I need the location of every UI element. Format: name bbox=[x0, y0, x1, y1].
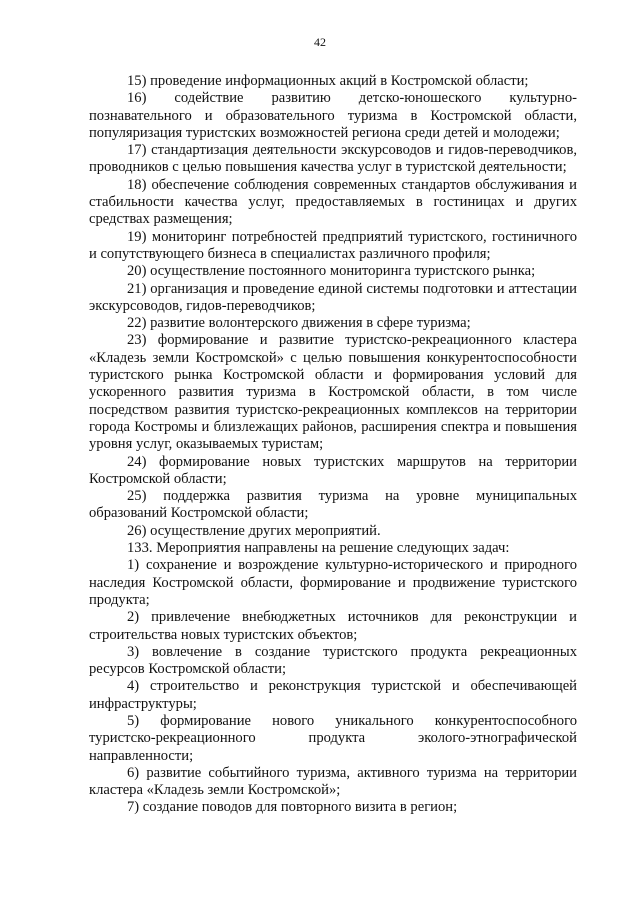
paragraph: 20) осуществление постоянного мониторинга туристского рынка; bbox=[127, 263, 536, 280]
paragraph: 1) сохранение и возрождение культурно-исторического и природного наследия Костромской области, формирование и продвижение туристского продукта; bbox=[89, 557, 577, 608]
paragraph: 133. Мероприятия направлены на решение следующих задач: bbox=[127, 540, 510, 557]
paragraph: 5) формирование нового уникального конкурентоспособного туристско-рекреационного продукта эколого-этнографической направленности; bbox=[89, 712, 577, 764]
paragraph: 7) создание поводов для повторного визита в регион; bbox=[127, 799, 458, 816]
paragraph: 21) организация и проведение единой системы подготовки и аттестации экскурсоводов, гидов-переводчиков; bbox=[89, 280, 577, 314]
paragraph: 25) поддержка развития туризма на уровне муниципальных образований Костромской области; bbox=[89, 488, 577, 522]
paragraph: 3) вовлечение в создание туристского продукта рекреационных ресурсов Костромской области; bbox=[89, 643, 577, 678]
paragraph: 18) обеспечение соблюдения современных стандартов обслуживания и стабильности качества услуг, предоставляемых в гостиницах и других средствах размещения; bbox=[89, 176, 577, 228]
page-number: 42 bbox=[314, 35, 326, 49]
paragraph: 6) развитие событийного туризма, активного туризма на территории кластера «Кладезь земли Костромской»; bbox=[89, 764, 577, 799]
paragraph: 2) привлечение внебюджетных источников для реконструкции и строительства новых туристских объектов; bbox=[89, 609, 577, 643]
document-body bbox=[89, 73, 577, 817]
paragraph: 26) осуществление других мероприятий. bbox=[127, 522, 381, 539]
paragraph: 15) проведение информационных акций в Костромской области; bbox=[127, 73, 529, 89]
paragraph: 23) формирование и развитие туристско-рекреационного кластера «Кладезь земли Костромской» с целью повышения конкурентоспособности туристского рынка Костромской области и формирования условий для ускоренного развития туризма в Костромской области, в том числе посредством развития туристско-рекреационных комплексов на территории города Костромы и близлежащих районов, расширения спектра и повышения уровня услуг, оказываемых туристам; bbox=[89, 332, 577, 453]
paragraph: 16) содействие развитию детско-юношеского культурно-познавательного и образовательного туризма в Костромской области, популяризация туристских возможностей региона среди детей и молодежи; bbox=[89, 90, 577, 141]
paragraph: 4) строительство и реконструкция туристской и обеспечивающей инфраструктуры; bbox=[89, 678, 577, 712]
paragraph: 19) мониторинг потребностей предприятий туристского, гостиничного и сопутствующего бизнеса в специалистах различного профиля; bbox=[89, 228, 577, 262]
paragraph: 22) развитие волонтерского движения в сфере туризма; bbox=[127, 315, 471, 332]
paragraph: 24) формирование новых туристских маршрутов на территории Костромской области; bbox=[89, 453, 577, 487]
paragraph: 17) стандартизация деятельности экскурсоводов и гидов-переводчиков, проводников с целью повышения качества услуг в туристской деятельности; bbox=[89, 142, 577, 176]
